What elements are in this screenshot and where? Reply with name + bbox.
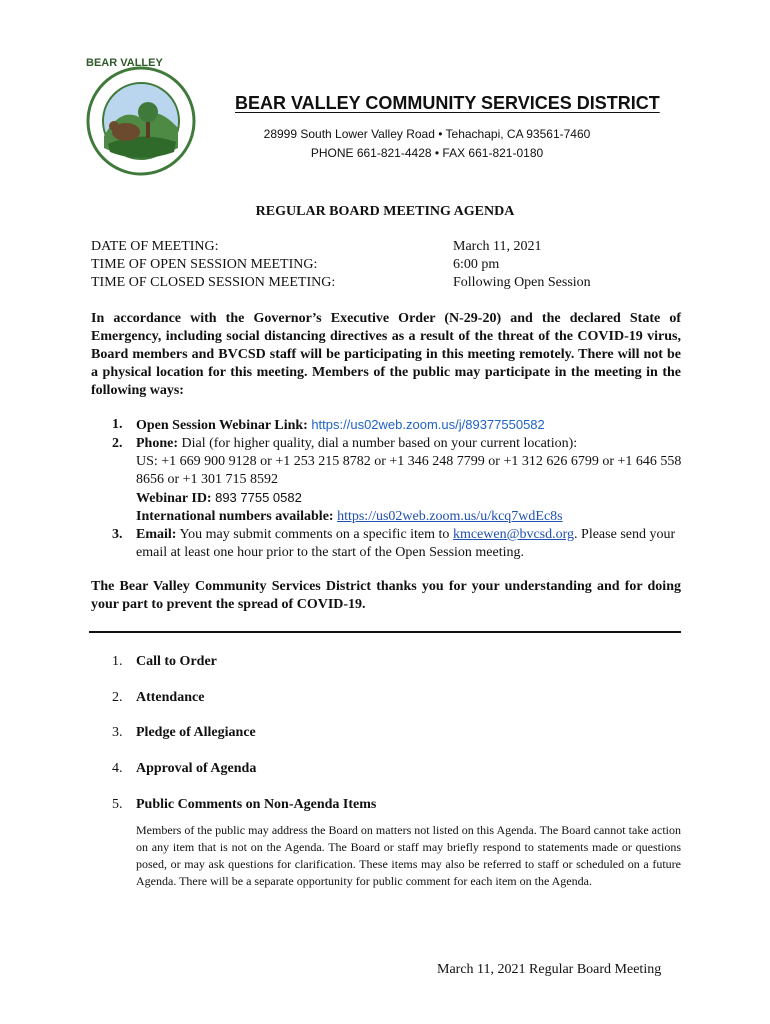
webinar-id-label: Webinar ID: <box>136 491 212 506</box>
meeting-info-labels <box>91 238 335 292</box>
district-phone-fax: PHONE 661-821-4428 • FAX 661-821-0180 <box>310 146 544 160</box>
list-number: 1. <box>112 417 123 432</box>
district-address: 28999 South Lower Valley Road • Tehachapi, CA 93561-7460 <box>263 127 591 141</box>
meeting-info-values <box>453 238 591 292</box>
closed-session-time-label: TIME OF CLOSED SESSION MEETING: <box>91 275 336 290</box>
email-text: You may submit comments on a specific item to <box>179 527 450 542</box>
list-number: 3. <box>112 527 123 542</box>
email-text-after: . Please send your email at least one hour prior to the start of the Open Session meeting. <box>136 527 676 560</box>
agenda-item-number: 1. <box>112 654 123 669</box>
international-numbers-link[interactable]: https://us02web.zoom.us/u/kcq7wdEc8s <box>337 509 563 524</box>
agenda-item <box>112 690 204 706</box>
covid-notice-paragraph: In accordance with the Governor’s Executive Order (N-29-20) and the declared State of Emergency, including social distancing directives as a result of the threat of the COVID-19 virus, Board members and BVCSD staff will be participating in this meeting remotely. There will not be a physical location for this meeting. Members of the public may participate in the meeting in the following ways: <box>91 311 681 398</box>
email-label: Email: <box>136 527 177 542</box>
email-address-link[interactable]: kmcewen@bvcsd.org <box>452 527 575 542</box>
agenda-item <box>112 761 256 777</box>
closed-session-time-value: Following Open Session <box>453 275 591 290</box>
phone-numbers: US: +1 669 900 9128 or +1 253 215 8782 or +1 346 248 7799 or +1 312 626 6799 or +1 646 558 8656 or +1 301 715 8592 <box>136 454 682 487</box>
agenda-item <box>112 725 256 741</box>
participation-phone <box>100 435 685 526</box>
webinar-link-label: Open Session Webinar Link: <box>136 418 308 433</box>
thanks-paragraph: The Bear Valley Community Services District thanks you for your understanding and for doing your part to prevent the spread of COVID-19. <box>91 579 681 612</box>
meeting-date-value: March 11, 2021 <box>453 239 542 254</box>
agenda-item-title: Attendance <box>136 690 205 705</box>
district-logo <box>86 57 196 176</box>
agenda-item-number: 5. <box>112 797 123 812</box>
list-number: 2. <box>112 436 123 451</box>
participation-webinar <box>100 416 685 435</box>
agenda-item-title: Approval of Agenda <box>136 761 257 776</box>
agenda-item-title: Call to Order <box>136 654 217 669</box>
participation-methods-list <box>100 416 685 562</box>
open-session-time-label: TIME OF OPEN SESSION MEETING: <box>91 257 318 272</box>
webinar-id-line <box>136 489 685 508</box>
public-comments-description: Members of the public may address the Board on matters not listed on this Agenda. The Board cannot take action on any item that is not on the Agenda. The Board or staff may briefly respond to statements made or questions posed, or may ask questions for clarification. These items may also be referred to staff or scheduled on a future Agenda. There will be a separate opportunity for public comment for each item on the Agenda. <box>136 823 681 888</box>
page-footer: March 11, 2021 Regular Board Meeting <box>437 962 662 977</box>
meeting-date-label: DATE OF MEETING: <box>91 239 219 254</box>
agenda-item <box>112 654 217 670</box>
international-numbers-line <box>136 508 685 526</box>
section-divider <box>89 631 681 633</box>
participation-email <box>100 526 685 562</box>
agenda-item-title: Pledge of Allegiance <box>136 725 256 740</box>
district-name: BEAR VALLEY COMMUNITY SERVICES DISTRICT <box>235 93 660 113</box>
agenda-title: REGULAR BOARD MEETING AGENDA <box>255 204 515 219</box>
phone-instructions: Dial (for higher quality, dial a number based on your current location): <box>181 436 578 451</box>
logo-seal-icon <box>86 57 196 176</box>
webinar-link[interactable]: https://us02web.zoom.us/j/89377550582 <box>311 417 545 432</box>
agenda-item <box>112 797 376 813</box>
logo-top-text: BEAR VALLEY <box>86 57 163 69</box>
international-numbers-label: International numbers available: <box>136 509 334 524</box>
phone-label: Phone: <box>136 436 178 451</box>
agenda-item-number: 3. <box>112 725 123 740</box>
open-session-time-value: 6:00 pm <box>453 257 500 272</box>
webinar-id-value: 893 7755 0582 <box>215 490 302 505</box>
agenda-item-number: 2. <box>112 690 123 705</box>
agenda-item-title: Public Comments on Non-Agenda Items <box>136 797 377 812</box>
agenda-item-number: 4. <box>112 761 123 776</box>
